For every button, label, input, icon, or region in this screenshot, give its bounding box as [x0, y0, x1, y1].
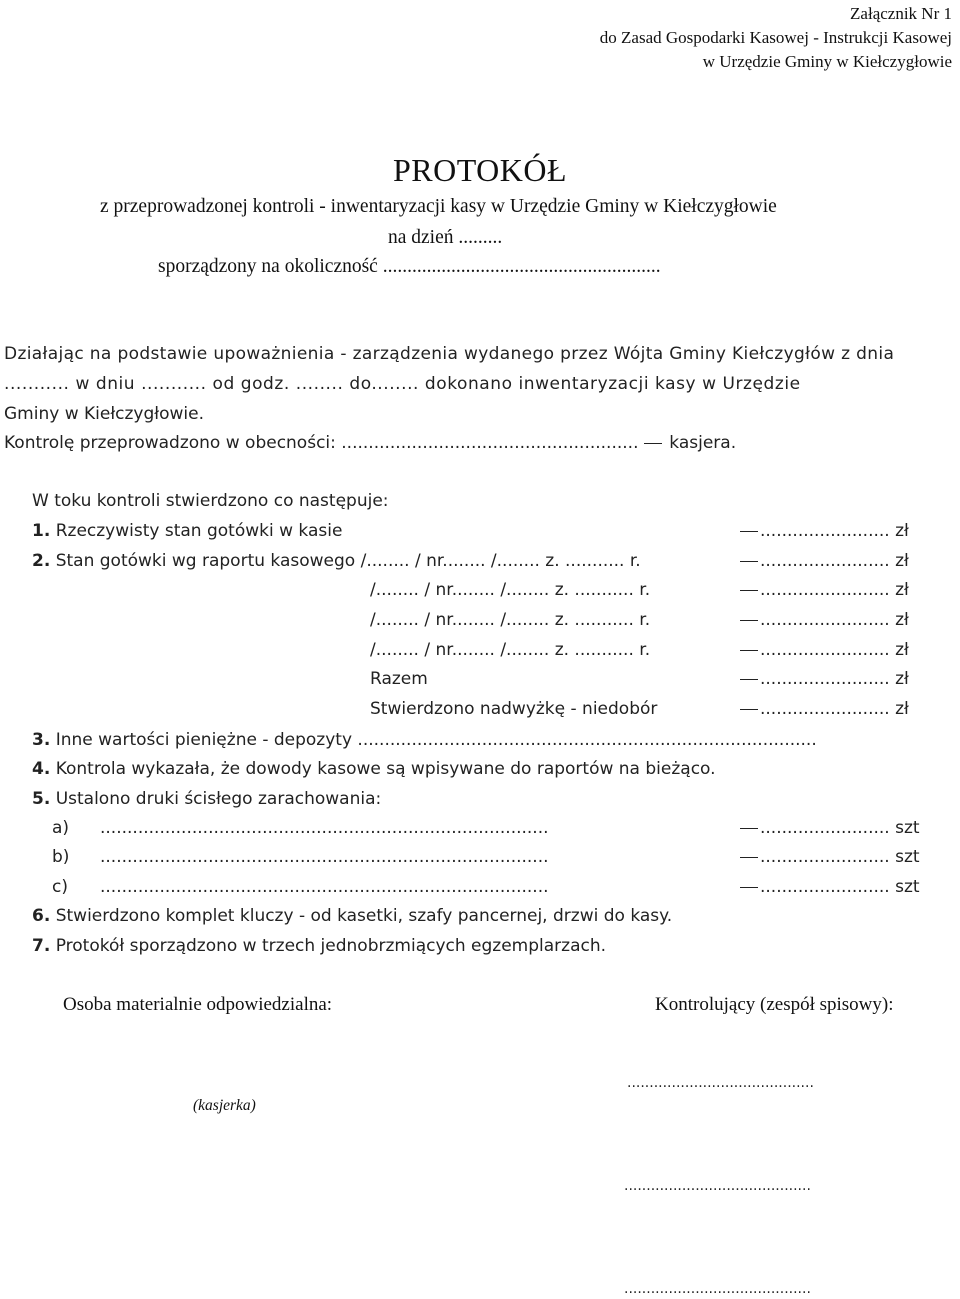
surplus-shortage-label: Stwierdzono nadwyżkę - niedobór [370, 699, 658, 719]
form-row-dots: ................................................................................... [100, 818, 549, 838]
annex-line-3: w Urzędzie Gminy w Kiełczygłowie [702, 52, 952, 71]
form-row-a [52, 818, 549, 838]
total-label: Razem [370, 669, 428, 689]
item-2-value [740, 551, 909, 571]
item-7 [32, 936, 606, 956]
item-1-value-text: ........................ zł [760, 521, 909, 541]
form-row-b [52, 847, 549, 867]
form-row-value-text: ........................ szt [760, 877, 920, 897]
report-row-value-text: ........................ zł [760, 580, 909, 600]
intro-line-2: ........... w dniu ........... od godz. ........ do........ dokonano inwentaryzacji kasy w Urzędzie [4, 374, 801, 394]
form-row-label: c) [52, 877, 68, 897]
dash-mark [740, 857, 758, 858]
item-6-text: Stwierdzono komplet kluczy - od kasetki, szafy pancernej, drzwi do kasy. [55, 906, 673, 926]
item-1-value [740, 521, 909, 541]
document-subtitle: z przeprowadzonej kontroli - inwentaryzacji kasy w Urzędzie Gminy w Kiełczygłowie [100, 196, 777, 217]
surplus-shortage-value [740, 699, 909, 719]
presence-role: kasjera. [669, 433, 737, 453]
form-row-label: a) [52, 818, 70, 838]
item-6 [32, 906, 672, 926]
report-row-value [740, 610, 909, 630]
item-5-text: Ustalono druki ścisłego zarachowania: [55, 789, 382, 809]
dash-mark [740, 679, 758, 680]
report-row: /........ / nr........ /........ z. ........... r. [370, 610, 651, 630]
dash-mark [740, 620, 758, 621]
dash-mark [644, 443, 662, 444]
form-row-dots: ................................................................................... [100, 877, 549, 897]
signature-line: .......................................... [627, 1075, 814, 1091]
item-2 [32, 551, 641, 571]
total-value-text: ........................ zł [760, 669, 909, 689]
form-row-c-value [740, 877, 920, 897]
annex-header [600, 2, 952, 74]
occasion-line: sporządzony na okoliczność ......................................................... [158, 256, 661, 277]
dash-mark [740, 650, 758, 651]
item-4 [32, 759, 716, 779]
report-row-value-text: ........................ zł [760, 640, 909, 660]
annex-line-2: do Zasad Gospodarki Kasowej - Instrukcji Kasowej [599, 28, 952, 47]
item-3-number: 3. [32, 730, 51, 750]
form-row-a-value [740, 818, 920, 838]
date-line: na dzień ......... [388, 227, 503, 248]
item-4-text: Kontrola wykazała, że dowody kasowe są wpisywane do raportów na bieżąco. [55, 759, 716, 779]
form-row-dots: ................................................................................... [100, 847, 549, 867]
responsible-person-header: Osoba materialnie odpowiedzialna: [63, 994, 333, 1015]
dash-mark [740, 561, 758, 562]
item-4-number: 4. [32, 759, 51, 779]
report-row: /........ / nr........ /........ z. ........... r. [370, 580, 651, 600]
item-2-text: Stan gotówki wg raportu kasowego /........ / nr........ /........ z. ........... r. [55, 551, 641, 571]
item-6-number: 6. [32, 906, 51, 926]
item-3 [32, 730, 817, 750]
intro-line-1: Działając na podstawie upoważnienia - zarządzenia wydanego przez Wójta Gminy Kiełczygłów z dnia [4, 344, 895, 364]
item-7-text: Protokół sporządzono w trzech jednobrzmiących egzemplarzach. [55, 936, 607, 956]
intro-line-3: Gminy w Kiełczygłowie. [4, 404, 205, 424]
signature-line: .......................................... [624, 1178, 811, 1194]
document-title: PROTOKÓŁ [392, 152, 568, 188]
report-row-value [740, 640, 909, 660]
total-value [740, 669, 909, 689]
annex-line-1: Załącznik Nr 1 [850, 4, 952, 23]
cashier-caption: (kasjerka) [193, 1097, 256, 1114]
item-7-number: 7. [32, 936, 51, 956]
presence-text: Kontrolę przeprowadzono w obecności: ....................................................... [4, 433, 639, 453]
inspectors-header: Kontrolujący (zespół spisowy): [655, 994, 894, 1015]
item-5-number: 5. [32, 789, 51, 809]
dash-mark [740, 828, 758, 829]
item-5 [32, 789, 381, 809]
item-1 [32, 521, 342, 541]
report-row-value [740, 580, 909, 600]
form-row-value-text: ........................ szt [760, 847, 920, 867]
dash-mark [740, 887, 758, 888]
intro-line-4 [4, 433, 736, 453]
dash-mark [740, 709, 758, 710]
form-row-b-value [740, 847, 920, 867]
surplus-shortage-value-text: ........................ zł [760, 699, 909, 719]
form-row-c [52, 877, 549, 897]
item-1-number: 1. [32, 521, 51, 541]
dash-mark [740, 590, 758, 591]
findings-header: W toku kontroli stwierdzono co następuje: [32, 491, 389, 511]
form-row-label: b) [52, 847, 70, 867]
form-row-value-text: ........................ szt [760, 818, 920, 838]
item-2-number: 2. [32, 551, 51, 571]
dash-mark [740, 531, 758, 532]
item-2-value-text: ........................ zł [760, 551, 909, 571]
report-row-value-text: ........................ zł [760, 610, 909, 630]
item-3-text: Inne wartości pieniężne - depozyty ..................................................................................... [55, 730, 817, 750]
item-1-text: Rzeczywisty stan gotówki w kasie [55, 521, 343, 541]
signature-line: .......................................... [624, 1281, 811, 1297]
report-row: /........ / nr........ /........ z. ........... r. [370, 640, 651, 660]
